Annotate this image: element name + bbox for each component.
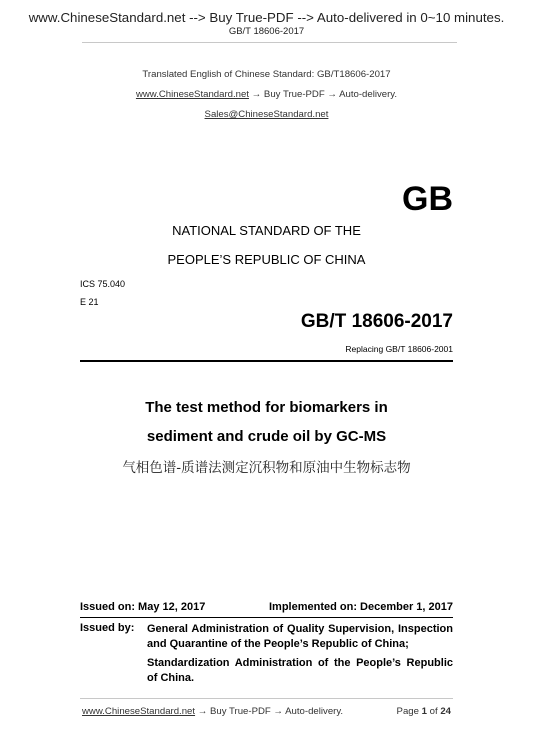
issuer-org-2: Standardization Administration of the People’s Republic of China. [147,657,453,684]
header-divider [82,42,457,43]
footer-site-line [82,706,343,717]
email-line [0,109,533,120]
issuer-org-1: General Administration of Quality Supervision, Inspection and Quarantine of the People’s Republic of China; [147,623,453,650]
site-link[interactable]: www.ChineseStandard.net [135,89,249,100]
ccs-code: E 21 [80,297,99,307]
page-current: 1 [421,706,427,717]
title-en-line1: The test method for biomarkers in [145,399,388,416]
footer-suffix: → Buy True-PDF → Auto-delivery. [195,706,344,717]
title-cn: 气相色谱-质谱法测定沉积物和原油中生物标志物 [122,460,411,476]
national-standard-line2: PEOPLE’S REPUBLIC OF CHINA [167,252,366,267]
footer-site-link[interactable]: www.ChineseStandard.net [82,706,196,717]
header-standard-number: GB/T 18606-2017 [228,26,305,37]
replacing-note: Replacing GB/T 18606-2001 [345,344,453,354]
implemented-date: Implemented on: December 1, 2017 [268,601,453,613]
ics-code: ICS 75.040 [80,279,126,289]
footer-divider [80,698,453,699]
title-divider [80,360,453,362]
page-of: of [429,706,438,717]
site-suffix: → Buy True-PDF → Auto-delivery. [249,89,398,100]
dates-divider [80,617,453,618]
issued-date: Issued on: May 12, 2017 [80,601,206,613]
issuer-label: Issued by: [80,622,135,634]
page-total: 24 [440,706,451,717]
issuer-block [80,622,453,690]
title-en-line2: sediment and crude oil by GC-MS [146,428,387,445]
email-link[interactable]: Sales@ChineseStandard.net [204,109,329,120]
translation-site-line [0,89,533,100]
top-banner: www.ChineseStandard.net --> Buy True-PDF --> Auto-delivered in 0~10 minutes. [28,10,505,25]
gb-logo: GB [402,180,453,218]
page-label: Page [396,706,419,717]
national-standard-line1: NATIONAL STANDARD OF THE [172,223,361,238]
page-indicator [397,706,451,717]
translation-note: Translated English of Chinese Standard: GB/T18606-2017 [142,69,391,80]
standard-code: GB/T 18606-2017 [300,311,453,332]
